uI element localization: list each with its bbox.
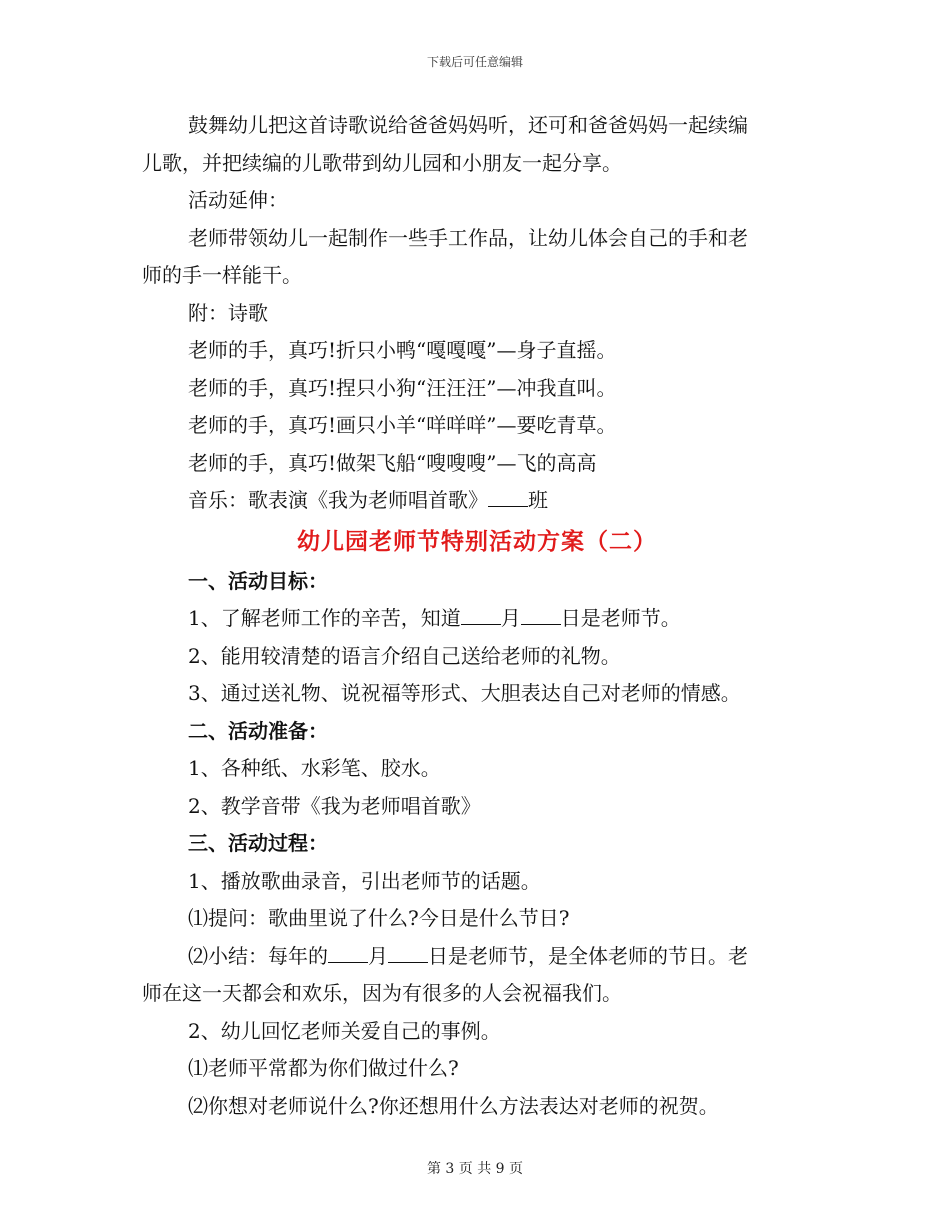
- process-question: ⑴老师平常都为你们做过什么?: [188, 1056, 459, 1080]
- music-line: [142, 482, 812, 520]
- prep-item: 1、各种纸、水彩笔、胶水。: [188, 756, 441, 780]
- poem-line: 老师的手，真巧!折只小鸭“嘎嘎嘎”—身子直摇。: [188, 338, 617, 362]
- summary-prefix: ⑵小结：每年的: [188, 943, 328, 968]
- goal-item: [142, 600, 812, 638]
- header-note: 下载后可任意编辑: [426, 55, 523, 69]
- poem-line: 老师的手，真巧!捏只小狗“汪汪汪”—冲我直叫。: [188, 375, 617, 400]
- document-body: [142, 107, 812, 1125]
- process-summary-line2: 师在这一天都会和欢乐，因为有很多的人会祝福我们。: [142, 981, 622, 1005]
- paragraph-extension-line2: 师的手一样能干。: [142, 263, 302, 287]
- goal1-prefix: 1、了解老师工作的辛苦，知道: [188, 606, 461, 630]
- summary-suffix: 日是老师节，是全体老师的节日。老: [428, 943, 748, 968]
- paragraph-extension-line1: 老师带领幼儿一起制作一些手工作品，让幼儿体会自己的手和老: [188, 225, 748, 250]
- process-step: 1、播放歌曲录音，引出老师节的话题。: [188, 868, 541, 893]
- blank-line: [488, 490, 528, 507]
- extension-label: 活动延伸：: [188, 188, 288, 212]
- process-step: 2、幼儿回忆老师关爱自己的事例。: [188, 1018, 501, 1043]
- goal-item: 3、通过送礼物、说祝福等形式、大胆表达自己对老师的情感。: [188, 681, 741, 705]
- goal1-mid: 月: [500, 606, 521, 630]
- section-title: 幼儿园老师节特别活动方案（二）: [297, 527, 657, 555]
- goals-heading: 一、活动目标：: [188, 568, 328, 593]
- blank-line: [328, 946, 368, 963]
- paragraph-encourage-line1: 鼓舞幼儿把这首诗歌说给爸爸妈妈听，还可和爸爸妈妈一起续编: [188, 113, 748, 137]
- appendix-label: 附：诗歌: [188, 300, 268, 325]
- prep-heading: 二、活动准备：: [188, 718, 328, 743]
- goal-item: 2、能用较清楚的语言介绍自己送给老师的礼物。: [188, 643, 621, 668]
- process-heading: 三、活动过程：: [188, 831, 328, 855]
- music-suffix: 班: [528, 488, 548, 512]
- summary-mid: 月: [368, 943, 388, 968]
- blank-line: [388, 946, 428, 963]
- process-question: ⑵你想对老师说什么?你还想用什么方法表达对老师的祝贺。: [188, 1093, 719, 1118]
- blank-line: [461, 608, 501, 625]
- blank-line: [521, 608, 561, 625]
- poem-line: 老师的手，真巧!做架飞船“嗖嗖嗖”—飞的高高: [188, 450, 597, 475]
- prep-item: 2、教学音带《我为老师唱首歌》: [188, 793, 481, 818]
- poem-line: 老师的手，真巧!画只小羊“咩咩咩”—要吃青草。: [188, 413, 617, 437]
- music-prefix: 音乐：歌表演《我为老师唱首歌》: [188, 488, 488, 512]
- paragraph-encourage-line2: 儿歌，并把续编的儿歌带到幼儿园和小朋友一起分享。: [142, 150, 622, 175]
- goal1-suffix: 日是老师节。: [560, 606, 681, 630]
- process-summary-line1: [142, 938, 812, 976]
- page-number: 第 3 页 共 9 页: [426, 1161, 524, 1177]
- process-question: ⑴提问：歌曲里说了什么?今日是什么节日?: [188, 906, 570, 930]
